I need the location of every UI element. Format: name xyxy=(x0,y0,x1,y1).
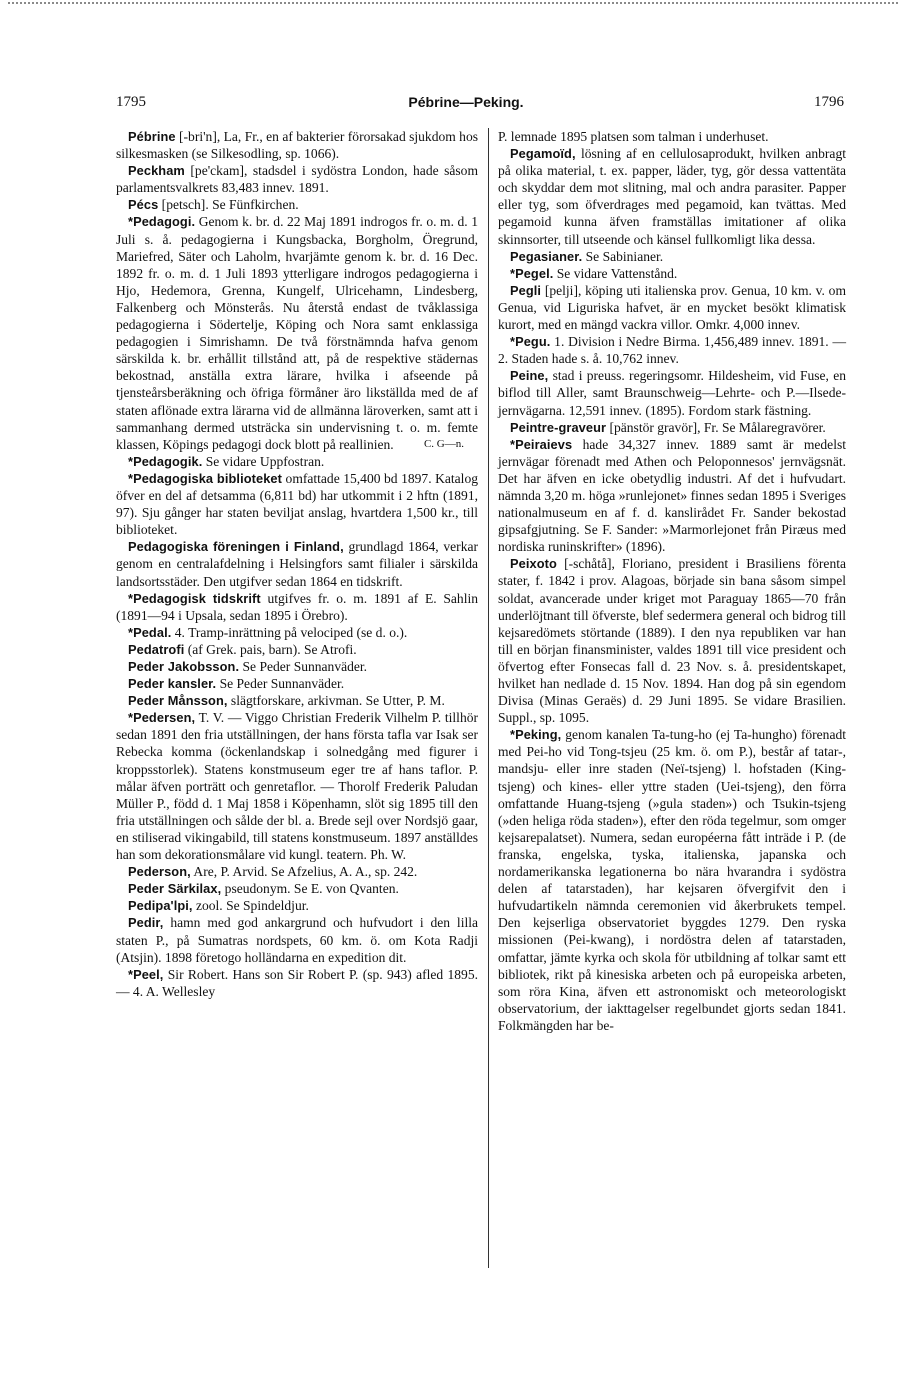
entry-text: slägtforskare, arkivman. Se Utter, P. M. xyxy=(227,693,445,709)
entry xyxy=(498,145,846,248)
top-rule xyxy=(8,2,898,4)
headword: *Peking, xyxy=(510,727,562,743)
entry xyxy=(116,196,478,213)
entry xyxy=(116,538,478,589)
entry-text: Genom k. br. d. 22 Maj 1891 indrogos fr. o. m. d. 1 Juli s. å. pedagogierna i Kungsbacka, Borgholm, Öregrund, Mariefred, Säter och Laholm, hvarjämte genom k. br. d. 16 Dec. 1892 fr. o. m. d. 1 Juli 1893 ytterligare indrogos pedagogierna i Hjo, Hedemora, Grenna, Kungelf, Ulricehamn, Lindesberg, Falkenberg och Mönsterås. Nu återstå endast de tvåklassiga pedagogierna i Södertelje, Köping och Nora samt enklassiga pedagogien i Simrishamn. De två förstnämnda hafva genom särskilda k. br. erhållit tillstånd att, på de respektive städernas bekostnad, anställa extra lärare, hvilka i afseende på tjensteårsberäkning och öfriga förmåner äro likställda med de af staten aflönade extra lärarna vid de allmänna läroverken, samt att i sammanhang dermed utsträcka sin undervisning t. o. m. femte klassen, Köpings pedagogi dock blott på reallinien. xyxy=(116,214,478,452)
headword: Peder Särkilax, xyxy=(128,881,222,897)
headword: Peder Jakobsson. xyxy=(128,659,240,674)
headword: *Pegu. xyxy=(510,334,551,350)
entry-text: Se Peder Sunnanväder. xyxy=(216,676,345,692)
column-divider xyxy=(488,128,489,1268)
entry xyxy=(116,863,478,880)
entry xyxy=(116,692,478,709)
headword: *Pegel. xyxy=(510,265,554,281)
headword: Peine, xyxy=(510,368,549,384)
entry xyxy=(116,453,478,470)
entry-text: utgifves fr. o. m. 1891 af E. Sahlin (1891—94 i Upsala, sedan 1895 i Örebro). xyxy=(116,590,478,623)
entry xyxy=(116,880,478,897)
entry xyxy=(116,213,478,452)
entry-text: hamn med god ankargrund och hufvudort i den lilla staten P., på Sumatras nordspets, 60 km. ö. om Kota Radji (Atsjin). 1898 företogo holländarna en expedition dit. xyxy=(116,915,478,965)
headword: *Peiraievs xyxy=(510,436,573,452)
entry-text: Sir Robert. Hans son Sir Robert P. (sp. 943) afled 1895. — 4. A. Wellesley xyxy=(116,966,478,999)
entry-text: Se vidare Uppfostran. xyxy=(202,453,325,469)
entry xyxy=(116,624,478,641)
headword: Pegamoïd, xyxy=(510,146,576,162)
entry xyxy=(498,265,846,282)
headword: Peder Månsson, xyxy=(128,693,228,709)
entry-text: [-schåtå], Floriano, president i Brasiliens förenta stater, f. 1842 i prov. Alagoas, började sin bana såsom simpel soldat, avancerade under kriget mot Paraguay 1865—70 från underlöjtnant till öfverste, blef sedermera general och bidrog till kejsaredömets störtande (1889). I den nya republiken var han till en början finansminister, valdes 1891 till vice president och öfvertog efter Fonsecas fall d. 23 Nov. s. å. presidentskapet, hvilket han nedlade d. 15 Nov. 1894. Han dog på sin egendom Divisa (Minas Geraës) d. 29 Juni 1895. Se vidare Brasilien. Suppl., sp. 1095. xyxy=(498,556,846,726)
entry-text: Are, P. Arvid. Se Afzelius, A. A., sp. 242. xyxy=(190,864,418,880)
headword: *Pedagogisk tidskrift xyxy=(128,590,261,606)
headword: Pedir, xyxy=(128,915,164,931)
entry xyxy=(116,162,478,196)
author-signature: C. G—n. xyxy=(423,437,464,450)
entry-text: omfattade 15,400 bd 1897. Katalog öfver en del af detsamma (6,811 bd) har utkommit i 2 hftn (1891, 97). Sju gånger har staten beviljat anslag, hvartdera 1,500 kr., till biblioteket. xyxy=(116,470,478,538)
entry-text: 1. Division i Nedre Birma. 1,456,489 innev. 1891. — 2. Staden hade s. å. 10,762 innev. xyxy=(498,334,846,367)
headword: Pécs xyxy=(128,197,159,213)
headword: Peder kansler. xyxy=(128,676,217,692)
headword: Pedatrofi xyxy=(128,641,185,657)
entry xyxy=(498,367,846,418)
entry-text: grundlagd 1864, verkar genom en centralafdelning i Helsingfors samt filialer i särskilda landsortsstäder. Den utgifver sedan 1864 en tidskrift. xyxy=(116,539,478,589)
entry xyxy=(116,470,478,538)
entry-text: hade 34,327 innev. 1889 samt är medelst jernvägar förenadt med Athen och Peloponnesos' jernvägsnät. Det har äfven en icke obetydlig industri. Af det i hufvudart. nämnda 3,20 m. höga »runlejonet» finnes sedan 1895 i Sveriges nationalmuseum en af f. d. kanslirådet Fr. Sander bekostad gipsafgjutning. Se F. Sander: »Marmorlejonet från Piræus med nordiska runinskrifter» (1896). xyxy=(498,436,846,555)
entry-text: P. lemnade 1895 platsen som talman i underhuset. xyxy=(498,129,769,144)
running-title: Pébrine—Peking. xyxy=(408,94,524,110)
entry xyxy=(116,128,478,162)
headword: *Pedagogiska biblioteket xyxy=(128,470,283,486)
entry xyxy=(498,436,846,556)
entry-text: zool. Se Spindeldjur. xyxy=(192,898,309,914)
entry-text: T. V. — Viggo Christian Frederik Vilhelm P. tillhör sedan 1891 den fria utställningen, der hans första tafla var Isak ser Rebecka komma (öckenlandskap i solnedgång med figurer i kroppsstorlek). Statens konstmuseum eger tre af hans taflor. P. målar äfven porträtt och genretaflor. — Thorolf Frederik Paludan Müller P., född d. 1 Maj 1858 i Köpenhamn, slöt sig 1895 till den fria utställningen och sålde der bl. a. Brede sejl over Nordsjö gaar, en stiliserad vikingabild, till statens konstmuseum. 1897 anställdes han som dekorationsmålare vid kungl. teatern. Ph. W. xyxy=(116,710,478,863)
entry-text: genom kanalen Ta-tung-ho (ej Ta-hungho) förenadt med Pei-ho vid Tong-tsjeu (25 km. ö. om P.), består af tatar-, mandsju- eller inre staden (Neï-tsjeng) l. hofstaden (King-tsjeng) och kines- eller yttre staden (Uei-tsjeng), den förra omfattande Huang-tsjeng (»gula staden») och Tsukin-tsjeng (»den heliga röda staden»), efter den röda tegelmur, som omger kejsarepalatset). Numera, sedan européerna fått inträde i P. (de franska, engelska, tyska, italienska, japanska och nordamerikanska legationerna bo nära hvarandra i sydöstra delen af tatarstaden), har kejsaren öfvergifvit den i hufvudartikeln nämnda ceremonien vid åkerbrukets tempel. Den kejserliga observatoriet byggdes 1279. Den ryska missionen (Pei-kwang), i nordöstra delen af tatarstaden, omfattar, jämte kyrka och skola för utbildning af tolkar samt ett bibliotek, rikt på kinesiska arbeten och på europeiska arbeten, som röra Kina, äfven ett astronomiskt och meteorologiskt observatorium, der iakttagelser regelbundet gjorts sedan 1841. Folkmängden har be- xyxy=(498,727,846,1033)
entry xyxy=(116,966,478,1000)
entry-text: (af Grek. pais, barn). Se Atrofi. xyxy=(184,641,357,657)
headword: *Pedersen, xyxy=(128,710,196,726)
page-number-right: 1796 xyxy=(814,94,844,110)
headword: Peixoto xyxy=(510,556,557,572)
entry-text: [pe'ckam], stadsdel i sydöstra London, hade såsom parlamentsvalkrets 83,483 innev. 1891. xyxy=(116,163,478,196)
right-column xyxy=(498,128,846,1034)
entry-text: lösning af en cellulosaprodukt, hvilken anbragt på olika material, t. ex. papper, läder, tyg, gör dessa vattentäta och skyddar dem mot slitning, mal och andra parasiter. Papper eller tyg, som öfverdrages med pegamoid, kan tvättas. Med pegamoid kunna äfven framställas imitationer af olika skinnsorter, till utseende och känsel fullkomligt lika dessa. xyxy=(498,146,846,247)
headword: Pedagogiska föreningen i Finland, xyxy=(128,539,344,555)
entry xyxy=(498,419,846,436)
headword: Pedipa'lpi, xyxy=(128,898,193,914)
entry xyxy=(498,333,846,367)
headword: Pederson, xyxy=(128,864,191,880)
entry xyxy=(498,555,846,726)
entry xyxy=(498,282,846,333)
entry xyxy=(498,248,846,265)
entry xyxy=(116,590,478,624)
entry-text: [-bri'n], La, Fr., en af bakterier förorsakad sjukdom hos silkesmasken (se Silkesodling, sp. 1066). xyxy=(116,129,478,162)
entry xyxy=(116,897,478,914)
entry xyxy=(116,658,478,675)
entry-text: pseudonym. Se E. von Qvanten. xyxy=(221,881,399,897)
headword: *Pedagogi. xyxy=(128,214,196,230)
headword: *Pedal. xyxy=(128,624,172,640)
headword: Pegasianer. xyxy=(510,248,583,264)
entry-text: [pänstör gravör], Fr. Se Målaregravörer. xyxy=(606,419,826,435)
entry xyxy=(116,641,478,658)
entry xyxy=(498,726,846,1034)
entry-text: [petsch]. Se Fünfkirchen. xyxy=(158,197,299,213)
entry-text: 4. Tramp-inrättning på velociped (se d. o.). xyxy=(171,624,408,640)
entry-text: Se vidare Vattenstånd. xyxy=(553,265,678,281)
entry-text: Se Peder Sunnanväder. xyxy=(239,659,368,674)
entry xyxy=(116,709,478,863)
page-number-left: 1795 xyxy=(116,94,146,110)
headword: Peintre-graveur xyxy=(510,419,607,435)
entry-text: [pelji], köping uti italienska prov. Genua, 10 km. v. om Genua, vid Liguriska hafvet, är en mycket besökt klimatisk kurort, med en mängd vackra villor. Omkr. 4,000 innev. xyxy=(498,282,846,333)
headword: *Peel, xyxy=(128,966,164,982)
entry xyxy=(116,675,478,692)
entry-text: stad i preuss. regeringsomr. Hildesheim, vid Fuse, en biflod till Aller, samt Braunschweig—Lehrte- och P.—Ilsede-jernvägarna. 12,591 innev. (1895). Fordom stark fästning. xyxy=(498,368,846,418)
entry xyxy=(116,914,478,965)
headword: *Pedagogik. xyxy=(128,453,203,469)
headword: Pébrine xyxy=(128,129,176,144)
entry-text: Se Sabinianer. xyxy=(582,248,664,264)
headword: Pegli xyxy=(510,282,542,298)
page-header xyxy=(0,92,904,112)
left-column xyxy=(116,128,478,1000)
entry-continuation xyxy=(498,128,846,145)
headword: Peckham xyxy=(128,163,185,179)
